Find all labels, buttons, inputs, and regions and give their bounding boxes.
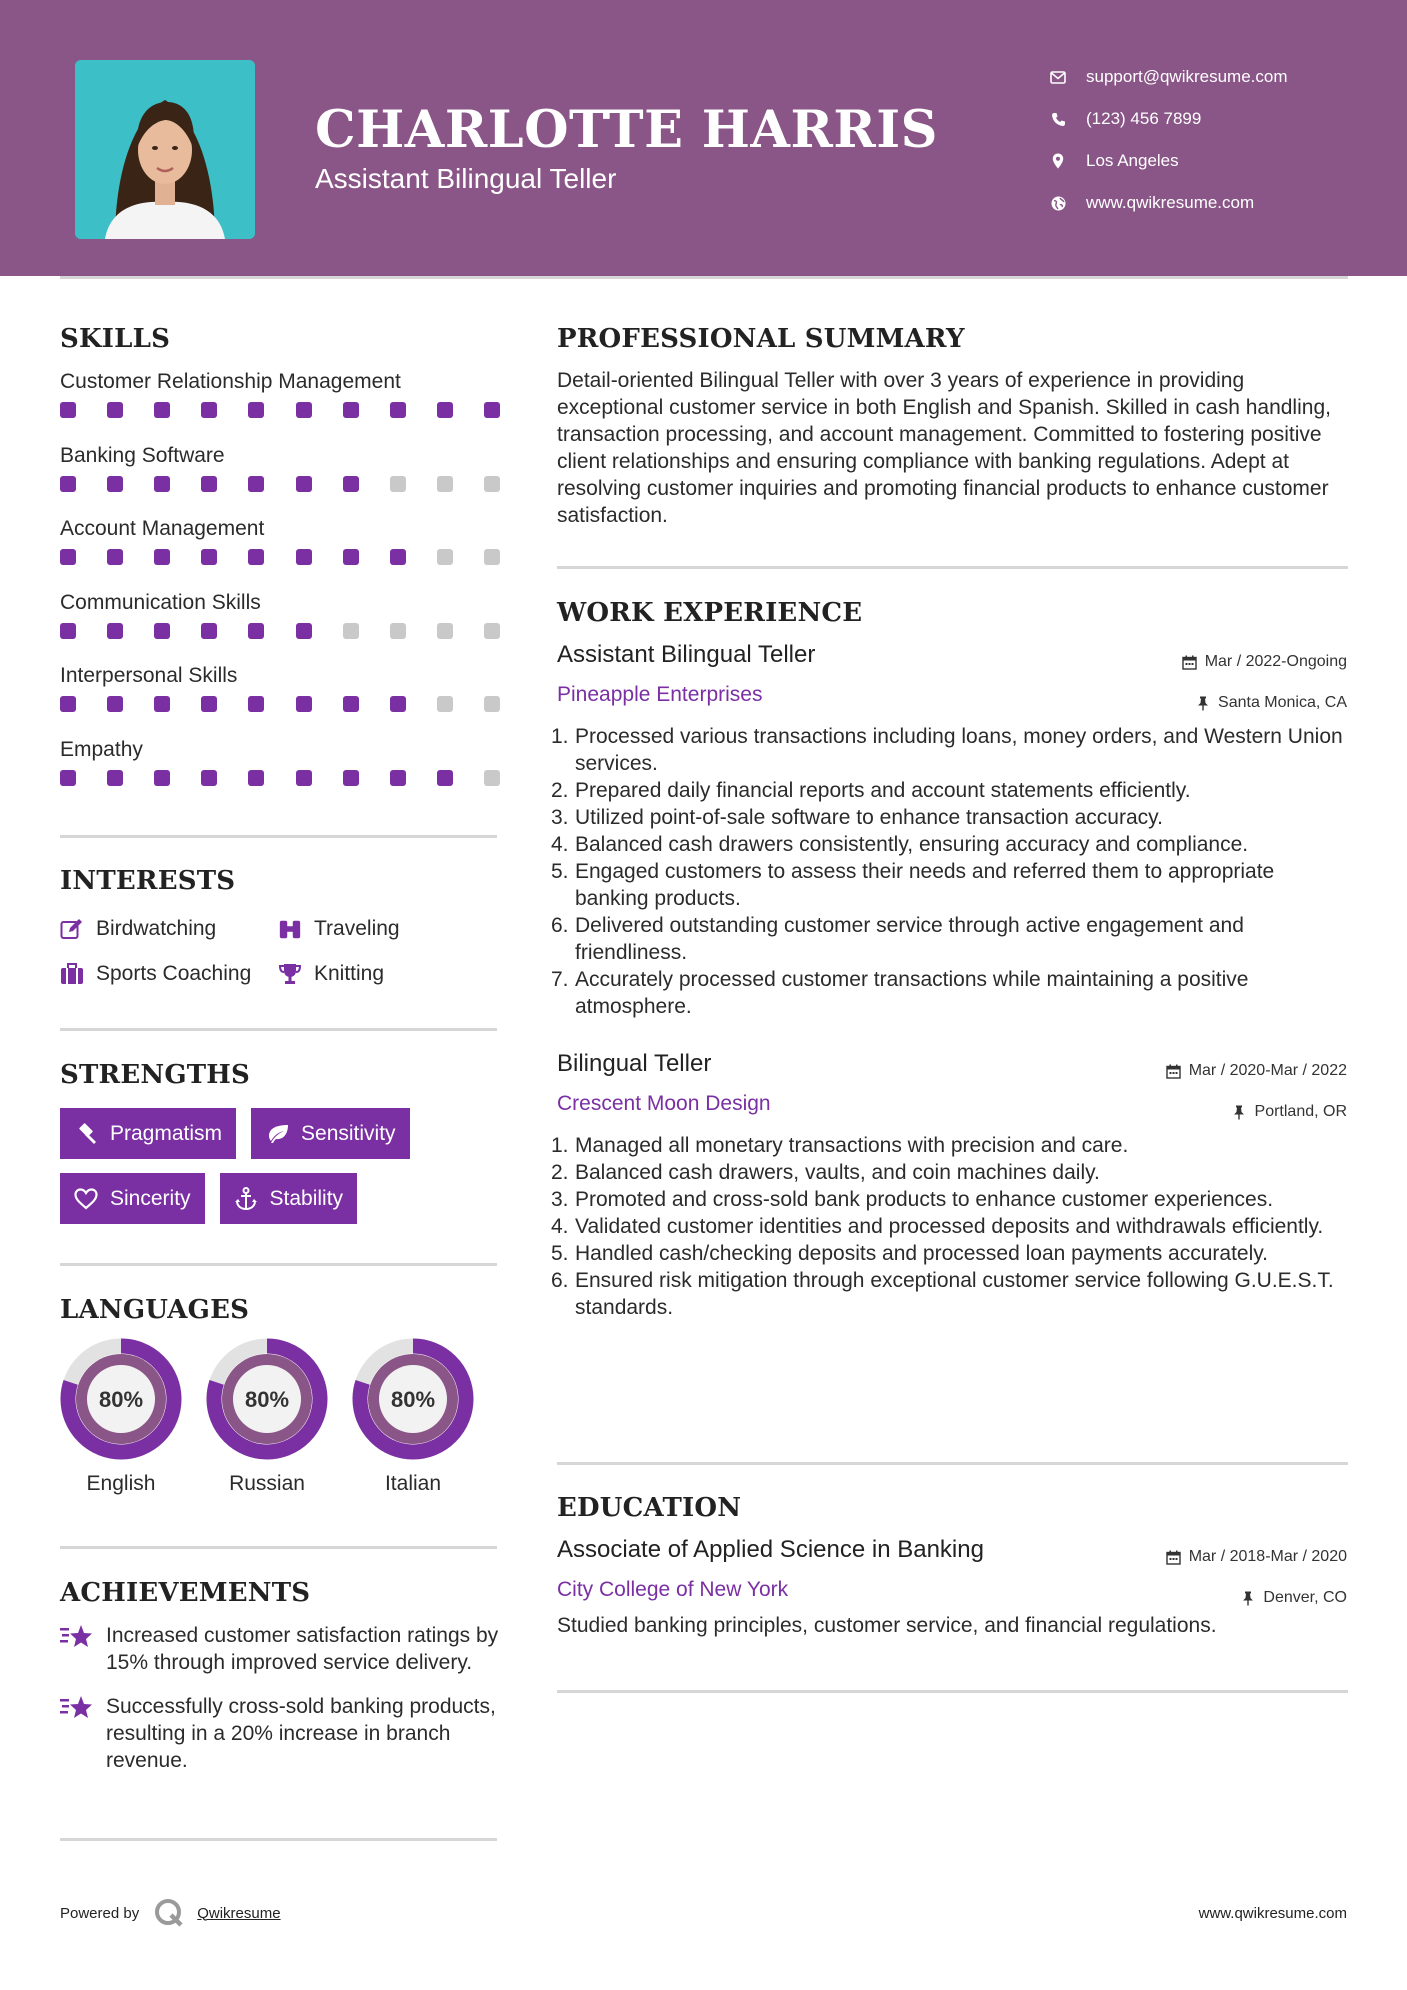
skill-level-dot bbox=[343, 549, 359, 565]
skill-name: Banking Software bbox=[60, 443, 225, 467]
skill-name: Customer Relationship Management bbox=[60, 370, 401, 393]
interests-divider bbox=[60, 1028, 497, 1031]
skill-level-dot bbox=[484, 623, 500, 639]
job-entry bbox=[551, 641, 1347, 1020]
skill-level-dot bbox=[296, 770, 312, 786]
skill-level-dot bbox=[296, 696, 312, 712]
job-dates bbox=[1182, 653, 1347, 671]
phone-icon bbox=[1050, 111, 1066, 127]
skill-level-dot bbox=[107, 549, 123, 565]
job-location bbox=[1195, 685, 1347, 721]
contact-email-text: support@qwikresume.com bbox=[1086, 67, 1288, 86]
job-bullet: 3. Promoted and cross-sold bank products to enhance customer experiences. bbox=[551, 1188, 1274, 1211]
contact-location-text: Los Angeles bbox=[1086, 151, 1179, 170]
company-name: Crescent Moon Design bbox=[557, 1092, 771, 1115]
education-dates bbox=[1166, 1548, 1347, 1566]
pushpin-icon bbox=[1195, 696, 1210, 711]
strengths-list bbox=[60, 1108, 520, 1238]
skill-level-dot bbox=[437, 402, 453, 418]
strengths-heading: STRENGTHS bbox=[60, 1060, 251, 1090]
language-name: Russian bbox=[229, 1472, 305, 1495]
skill-level-dot bbox=[248, 476, 264, 492]
education-heading: EDUCATION bbox=[557, 1493, 742, 1523]
skill-name: Empathy bbox=[60, 737, 143, 761]
experience-heading: WORK EXPERIENCE bbox=[557, 598, 863, 628]
contact-phone-text: (123) 456 7899 bbox=[1086, 109, 1202, 128]
trophy-icon bbox=[278, 962, 302, 986]
achievement-item bbox=[60, 1622, 500, 1676]
resume-header bbox=[0, 0, 1407, 276]
strength-tag bbox=[60, 1108, 236, 1159]
degree-title: Associate of Applied Science in Banking bbox=[557, 1536, 984, 1563]
languages-list bbox=[60, 1338, 498, 1496]
skill-level-dot bbox=[154, 696, 170, 712]
strengths-divider bbox=[60, 1263, 497, 1266]
calendar-icon bbox=[1182, 655, 1197, 670]
job-bullet: 1. Managed all monetary transactions with precision and care. bbox=[551, 1134, 1129, 1157]
envelope-icon bbox=[1050, 69, 1066, 85]
candidate-title: Assistant Bilingual Teller bbox=[315, 163, 617, 194]
achievements-divider bbox=[60, 1838, 497, 1841]
skill-level-dot bbox=[343, 770, 359, 786]
skill-level-dot bbox=[390, 402, 406, 418]
language-item bbox=[206, 1338, 352, 1496]
skill-level-dot bbox=[201, 402, 217, 418]
skill-level-dot bbox=[484, 402, 500, 418]
skill-level-dot bbox=[437, 623, 453, 639]
strength-label: Sincerity bbox=[110, 1186, 191, 1210]
skill-item bbox=[60, 734, 500, 808]
shooting-star-icon bbox=[60, 1693, 94, 1723]
skill-level-dot bbox=[107, 476, 123, 492]
skill-level-dot bbox=[390, 549, 406, 565]
interest-label: Sports Coaching bbox=[96, 961, 252, 985]
interest-label: Birdwatching bbox=[96, 916, 217, 940]
skill-level-dot bbox=[107, 696, 123, 712]
interest-item bbox=[60, 962, 278, 986]
skill-level-dots bbox=[60, 623, 500, 639]
job-bullet: 5. Handled cash/checking deposits and processed loan payments accurately. bbox=[551, 1242, 1269, 1265]
skill-item bbox=[60, 587, 500, 661]
languages-heading: LANGUAGES bbox=[60, 1295, 250, 1325]
profile-photo bbox=[75, 60, 255, 239]
job-bullet-text: Promoted and cross-sold bank products to enhance customer experiences. bbox=[575, 1188, 1274, 1211]
job-dates-text: Mar / 2020-Mar / 2022 bbox=[1188, 1062, 1347, 1079]
skill-item bbox=[60, 513, 500, 587]
skill-level-dot bbox=[296, 549, 312, 565]
language-percent: 80% bbox=[390, 1387, 436, 1412]
skill-item bbox=[60, 366, 500, 440]
job-bullet: 6. Ensured risk mitigation through exceptional customer service following G.U.E.S.T. standards. bbox=[551, 1269, 1334, 1319]
education-location bbox=[1240, 1580, 1347, 1616]
skill-level-dot bbox=[437, 476, 453, 492]
skill-level-dot bbox=[390, 770, 406, 786]
skill-level-dot bbox=[107, 402, 123, 418]
skill-level-dot bbox=[60, 770, 76, 786]
language-name: English bbox=[86, 1472, 156, 1495]
skills-list bbox=[60, 366, 500, 807]
skill-level-dot bbox=[343, 623, 359, 639]
skill-level-dot bbox=[343, 696, 359, 712]
leaf-icon bbox=[265, 1122, 289, 1146]
language-ring bbox=[206, 1338, 328, 1460]
skill-level-dot bbox=[201, 623, 217, 639]
job-bullet: 1. Processed various transactions including loans, money orders, and Western Union services. bbox=[551, 725, 1343, 775]
skill-level-dot bbox=[343, 402, 359, 418]
job-bullet-text: Delivered outstanding customer service through active engagement and friendliness. bbox=[575, 914, 1244, 964]
skill-level-dot bbox=[154, 402, 170, 418]
education-location-text: Denver, CO bbox=[1263, 1589, 1347, 1606]
job-title: Bilingual Teller bbox=[557, 1050, 712, 1077]
pushpin-icon bbox=[1240, 1591, 1255, 1606]
skill-level-dot bbox=[154, 770, 170, 786]
contact-website-text: www.qwikresume.com bbox=[1086, 193, 1255, 212]
skill-level-dot bbox=[248, 696, 264, 712]
skill-level-dot bbox=[154, 476, 170, 492]
job-bullet-text: Validated customer identities and processed deposits and withdrawals efficiently. bbox=[575, 1215, 1324, 1238]
skill-level-dot bbox=[296, 623, 312, 639]
briefcase-icon bbox=[60, 962, 84, 986]
skill-level-dot bbox=[484, 770, 500, 786]
skill-level-dot bbox=[201, 549, 217, 565]
achievements-heading: ACHIEVEMENTS bbox=[60, 1578, 311, 1608]
skill-level-dot bbox=[201, 696, 217, 712]
skill-level-dot bbox=[60, 476, 76, 492]
skills-divider bbox=[60, 835, 497, 838]
language-item bbox=[352, 1338, 498, 1496]
job-bullet-text: Handled cash/checking deposits and processed loan payments accurately. bbox=[575, 1242, 1269, 1265]
skill-level-dot bbox=[60, 623, 76, 639]
achievement-item bbox=[60, 1693, 500, 1774]
job-bullet: 4. Validated customer identities and processed deposits and withdrawals efficiently. bbox=[551, 1215, 1324, 1238]
skill-level-dot bbox=[248, 623, 264, 639]
skill-level-dots bbox=[60, 549, 500, 565]
strength-tag bbox=[251, 1108, 410, 1159]
strength-tag bbox=[60, 1173, 205, 1224]
skill-level-dot bbox=[484, 696, 500, 712]
footer-powered-by bbox=[60, 1897, 281, 1929]
map-pin-icon bbox=[1050, 153, 1066, 169]
strength-label: Sensitivity bbox=[301, 1121, 396, 1145]
job-entry bbox=[551, 1050, 1347, 1321]
job-bullet-text: Utilized point-of-sale software to enhance transaction accuracy. bbox=[575, 806, 1163, 829]
strength-label: Pragmatism bbox=[110, 1121, 223, 1145]
pencil-square-icon bbox=[60, 917, 84, 941]
skill-level-dot bbox=[343, 476, 359, 492]
interest-label: Knitting bbox=[314, 961, 385, 985]
language-item bbox=[60, 1338, 206, 1496]
skill-level-dot bbox=[390, 623, 406, 639]
header-divider bbox=[60, 276, 1348, 279]
job-bullet-text: Processed various transactions including loans, money orders, and Western Union services. bbox=[575, 725, 1343, 775]
skill-level-dots bbox=[60, 770, 500, 786]
interests-heading: INTERESTS bbox=[60, 866, 236, 896]
skills-heading: SKILLS bbox=[60, 324, 171, 354]
skill-level-dots bbox=[60, 476, 500, 492]
language-ring bbox=[352, 1338, 474, 1460]
job-bullet-text: Prepared daily financial reports and account statements efficiently. bbox=[575, 779, 1191, 802]
contact-location bbox=[1050, 140, 1390, 182]
interest-item bbox=[278, 962, 384, 986]
job-location-text: Portland, OR bbox=[1254, 1103, 1347, 1120]
strength-label: Stability bbox=[269, 1186, 344, 1210]
summary-heading: PROFESSIONAL SUMMARY bbox=[557, 324, 965, 354]
skill-level-dot bbox=[484, 476, 500, 492]
job-bullets bbox=[551, 723, 1347, 1020]
skill-level-dot bbox=[107, 770, 123, 786]
skill-level-dot bbox=[437, 770, 453, 786]
calendar-icon bbox=[1166, 1064, 1181, 1079]
achievements-list bbox=[60, 1622, 500, 1791]
skill-level-dot bbox=[484, 549, 500, 565]
skill-name: Interpersonal Skills bbox=[60, 664, 238, 687]
shooting-star-icon bbox=[60, 1622, 94, 1652]
heart-icon bbox=[74, 1187, 98, 1211]
language-name: Italian bbox=[384, 1472, 442, 1495]
education-entry bbox=[557, 1536, 1347, 1639]
qwikresume-logo-icon bbox=[153, 1897, 185, 1929]
company-name: Pineapple Enterprises bbox=[557, 683, 763, 706]
job-bullets bbox=[551, 1132, 1347, 1321]
achievement-text: Increased customer satisfaction ratings by 15% through improved service delivery. bbox=[106, 1624, 499, 1674]
skill-name: Communication Skills bbox=[60, 590, 261, 614]
skill-level-dot bbox=[437, 696, 453, 712]
skill-item bbox=[60, 660, 500, 734]
skill-level-dot bbox=[60, 696, 76, 712]
skill-level-dot bbox=[437, 549, 453, 565]
job-dates bbox=[1166, 1062, 1347, 1080]
achievement-text: Successfully cross-sold banking products, resulting in a 20% increase in branch revenue. bbox=[106, 1695, 496, 1772]
gavel-icon bbox=[74, 1122, 98, 1146]
job-bullet: 2. Balanced cash drawers, vaults, and coin machines daily. bbox=[551, 1161, 1100, 1184]
skill-name: Account Management bbox=[60, 517, 265, 540]
contact-phone[interactable] bbox=[1050, 98, 1390, 140]
skill-level-dot bbox=[248, 402, 264, 418]
skill-level-dot bbox=[390, 476, 406, 492]
skill-level-dot bbox=[248, 770, 264, 786]
job-bullet: 6. Delivered outstanding customer service through active engagement and friendliness. bbox=[551, 914, 1244, 964]
globe-icon bbox=[1050, 195, 1066, 211]
interest-item bbox=[278, 917, 400, 941]
job-bullet: 3. Utilized point-of-sale software to enhance transaction accuracy. bbox=[551, 806, 1163, 829]
education-dates-text: Mar / 2018-Mar / 2020 bbox=[1188, 1548, 1347, 1565]
anchor-icon bbox=[234, 1187, 258, 1211]
interest-item bbox=[60, 917, 278, 941]
languages-divider bbox=[60, 1546, 497, 1549]
language-percent: 80% bbox=[244, 1387, 290, 1412]
job-bullet-text: Balanced cash drawers consistently, ensuring accuracy and compliance. bbox=[575, 833, 1249, 856]
candidate-name: CHARLOTTE HARRIS bbox=[315, 100, 938, 160]
pushpin-icon bbox=[1232, 1105, 1247, 1120]
skill-level-dot bbox=[60, 549, 76, 565]
interests-list bbox=[60, 906, 500, 996]
skill-level-dot bbox=[390, 696, 406, 712]
binoculars-icon bbox=[278, 917, 302, 941]
education-divider bbox=[557, 1690, 1348, 1693]
calendar-icon bbox=[1166, 1550, 1181, 1565]
job-bullet-text: Ensured risk mitigation through exceptional customer service following G.U.E.S.T. standards. bbox=[575, 1269, 1334, 1319]
job-bullet: 4. Balanced cash drawers consistently, ensuring accuracy and compliance. bbox=[551, 833, 1249, 856]
strength-tag bbox=[220, 1173, 358, 1224]
skill-level-dots bbox=[60, 402, 500, 418]
powered-by-text: Powered by bbox=[60, 1904, 140, 1922]
contact-website[interactable] bbox=[1050, 182, 1390, 224]
job-dates-text: Mar / 2022-Ongoing bbox=[1204, 653, 1347, 670]
interest-label: Traveling bbox=[314, 916, 400, 940]
job-bullet-text: Managed all monetary transactions with precision and care. bbox=[575, 1134, 1129, 1157]
summary-text: Detail-oriented Bilingual Teller with over 3 years of experience in providing exceptional customer service in both English and Spanish. Skilled in cash handling, transaction processing, and account management. Committed to fostering positive client relationships and ensuring compliance with banking regulations. Adept at resolving customer inquiries and promoting financial products to enhance customer satisfaction. bbox=[557, 369, 1331, 527]
skill-level-dot bbox=[154, 623, 170, 639]
skill-level-dot bbox=[154, 549, 170, 565]
skill-level-dot bbox=[201, 476, 217, 492]
job-location bbox=[1232, 1094, 1347, 1130]
job-bullet-text: Accurately processed customer transactions while maintaining a positive atmosphere. bbox=[575, 968, 1249, 1018]
skill-level-dots bbox=[60, 696, 500, 712]
footer-url[interactable]: www.qwikresume.com bbox=[1198, 1905, 1347, 1922]
job-bullet: 7. Accurately processed customer transactions while maintaining a positive atmosphere. bbox=[551, 968, 1249, 1018]
job-bullet: 5. Engaged customers to assess their needs and referred them to appropriate banking products. bbox=[551, 860, 1275, 910]
job-title: Assistant Bilingual Teller bbox=[557, 641, 816, 668]
school-name: City College of New York bbox=[557, 1578, 789, 1601]
skill-item bbox=[60, 440, 500, 514]
skill-level-dot bbox=[248, 549, 264, 565]
job-location-text: Santa Monica, CA bbox=[1218, 694, 1347, 711]
job-bullet: 2. Prepared daily financial reports and account statements efficiently. bbox=[551, 779, 1191, 802]
skill-level-dot bbox=[296, 402, 312, 418]
skill-level-dot bbox=[201, 770, 217, 786]
skill-level-dot bbox=[107, 623, 123, 639]
education-description: Studied banking principles, customer service, and financial regulations. bbox=[557, 1614, 1217, 1637]
job-bullet-text: Balanced cash drawers, vaults, and coin machines daily. bbox=[575, 1161, 1100, 1184]
experience-divider bbox=[557, 1462, 1348, 1465]
contact-email[interactable] bbox=[1050, 56, 1390, 98]
summary-divider bbox=[557, 566, 1348, 569]
language-ring bbox=[60, 1338, 182, 1460]
qwikresume-link[interactable]: Qwikresume bbox=[197, 1904, 281, 1922]
contact-list bbox=[1050, 56, 1390, 224]
skill-level-dot bbox=[296, 476, 312, 492]
skill-level-dot bbox=[60, 402, 76, 418]
job-bullet-text: Engaged customers to assess their needs and referred them to appropriate banking products. bbox=[575, 860, 1275, 910]
language-percent: 80% bbox=[98, 1387, 144, 1412]
